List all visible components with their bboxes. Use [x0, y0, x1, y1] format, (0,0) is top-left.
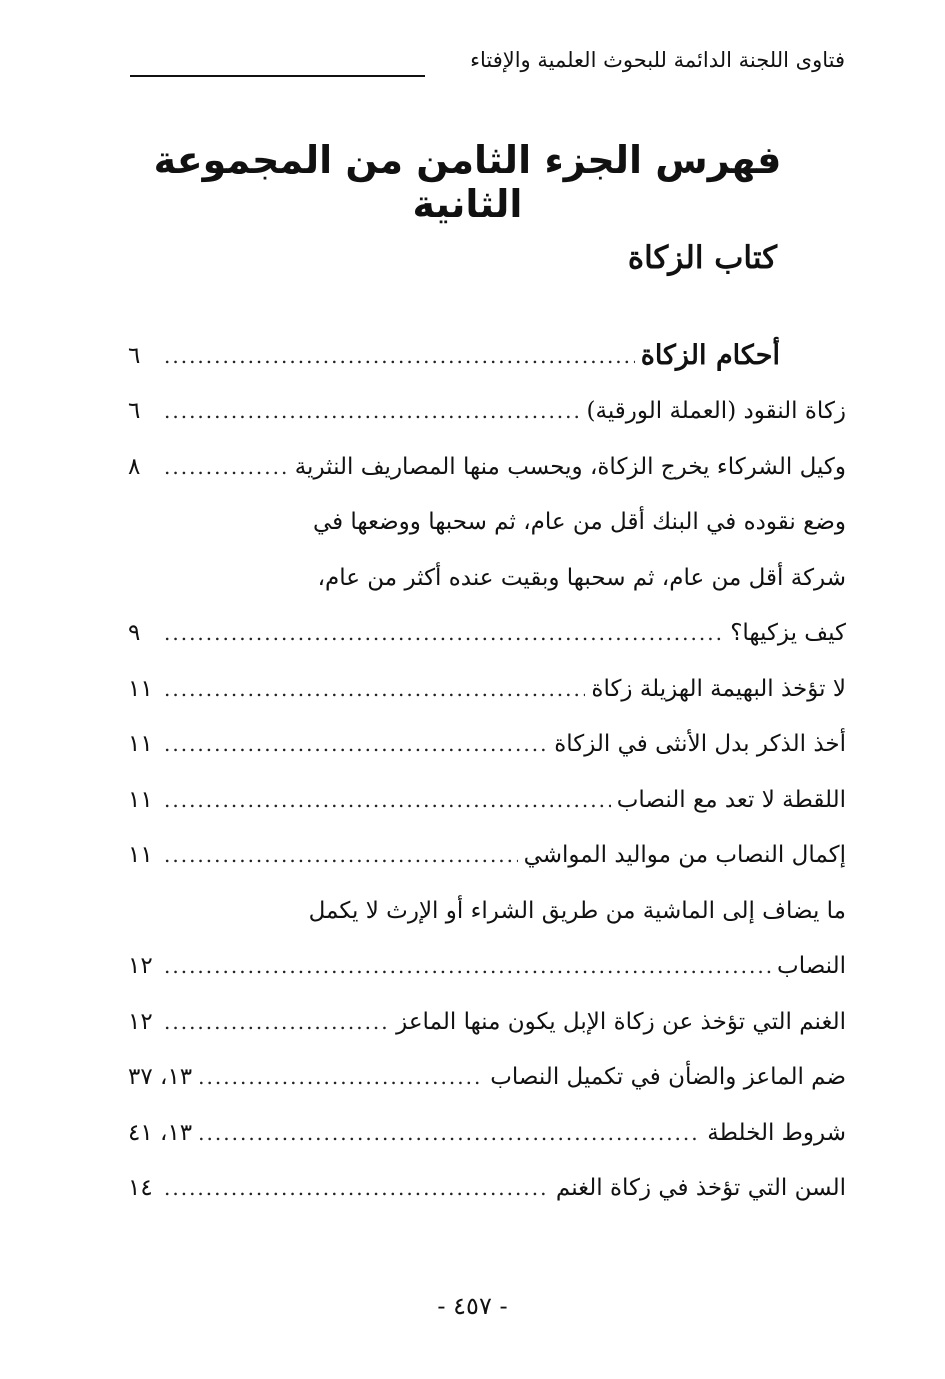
toc-page-number: ١١ [128, 842, 153, 869]
toc-entry-label: أخذ الذكر بدل الأنثى في الزكاة [554, 731, 846, 758]
toc-entry[interactable] [128, 828, 846, 884]
index-title: فهرس الجزء الثامن من المجموعة الثانية [153, 138, 782, 226]
toc-entry-label: ما يضاف إلى الماشية من طريق الشراء أو الإرث لا يكمل [308, 897, 846, 924]
toc-entry-label: السن التي تؤخذ في زكاة الغنم [555, 1175, 846, 1202]
leader-dots [164, 344, 635, 368]
page-number: - ٤٥٧ - [437, 1292, 508, 1320]
toc-entry[interactable] [128, 384, 846, 440]
toc-entry-label: زكاة النقود (العملة الورقية) [586, 398, 846, 425]
toc-entry[interactable] [128, 994, 846, 1050]
toc-page-number: ١١ [128, 675, 153, 702]
leader-dots [164, 621, 724, 645]
leader-dots [164, 1176, 550, 1200]
leader-dots [198, 1121, 701, 1145]
toc-entry-line[interactable] [128, 883, 846, 939]
toc-entry-label: الغنم التي تؤخذ عن زكاة الإبل يكون منها الماعز [396, 1008, 846, 1035]
toc-section-row[interactable] [128, 328, 846, 384]
toc-page-number: ١١ [128, 731, 153, 758]
toc-page-number: ٩ [128, 620, 141, 647]
book-title: كتاب الزكاة [627, 240, 777, 276]
toc-entry-line[interactable] [128, 495, 846, 551]
running-header [130, 48, 845, 88]
leader-dots [164, 1010, 390, 1034]
leader-dots [164, 843, 518, 867]
toc-entry-label: وكيل الشركاء يخرج الزكاة، ويحسب منها المصاريف النثرية [294, 453, 846, 480]
toc-entry[interactable] [128, 606, 846, 662]
leader-dots [164, 399, 581, 423]
leader-dots [164, 677, 585, 701]
toc-entry-label: لا تؤخذ البهيمة الهزيلة زكاة [591, 675, 846, 702]
toc-page-number: ١٣، ٤١ [128, 1119, 193, 1146]
table-of-contents [128, 328, 846, 1216]
toc-page-number: ٦ [128, 398, 141, 425]
leader-dots [164, 788, 611, 812]
toc-entry-label: وضع نقوده في البنك أقل من عام، ثم سحبها ووضعها في [312, 509, 846, 536]
toc-page-number: ١٢ [128, 953, 153, 980]
toc-entry-label: اللقطة لا تعد مع النصاب [616, 786, 846, 813]
toc-entry[interactable] [128, 717, 846, 773]
header-rule [130, 75, 425, 77]
toc-page-number: ١٣، ٣٧ [128, 1064, 193, 1091]
toc-entry[interactable] [128, 439, 846, 495]
toc-entry[interactable] [128, 772, 846, 828]
leader-dots [164, 732, 548, 756]
toc-section-label: أحكام الزكاة [640, 340, 780, 372]
toc-entry-line[interactable] [128, 550, 846, 606]
toc-entry-label: شركة أقل من عام، ثم سحبها وبقيت عنده أكثر من عام، [317, 564, 846, 591]
toc-page-number: ١١ [128, 786, 153, 813]
leader-dots [164, 455, 289, 479]
toc-entry-label: كيف يزكيها؟ [730, 620, 846, 647]
toc-entry[interactable] [128, 1050, 846, 1106]
toc-page-number: ١٢ [128, 1008, 153, 1035]
toc-entry[interactable] [128, 939, 846, 995]
leader-dots [198, 1065, 484, 1089]
running-title: فتاوى اللجنة الدائمة للبحوث العلمية والإفتاء [470, 48, 845, 72]
toc-entry-label: شروط الخلطة [707, 1119, 846, 1146]
toc-entry-label: إكمال النصاب من مواليد المواشي [523, 842, 846, 869]
toc-page-number: ٦ [128, 342, 141, 369]
toc-entry[interactable] [128, 1105, 846, 1161]
toc-page-number: ٨ [128, 453, 141, 480]
toc-entry[interactable] [128, 661, 846, 717]
toc-entry-label: ضم الماعز والضأن في تكميل النصاب [490, 1064, 846, 1091]
toc-entry-label: النصاب [777, 953, 846, 980]
toc-entry[interactable] [128, 1161, 846, 1217]
leader-dots [164, 954, 771, 978]
toc-page-number: ١٤ [128, 1175, 153, 1202]
